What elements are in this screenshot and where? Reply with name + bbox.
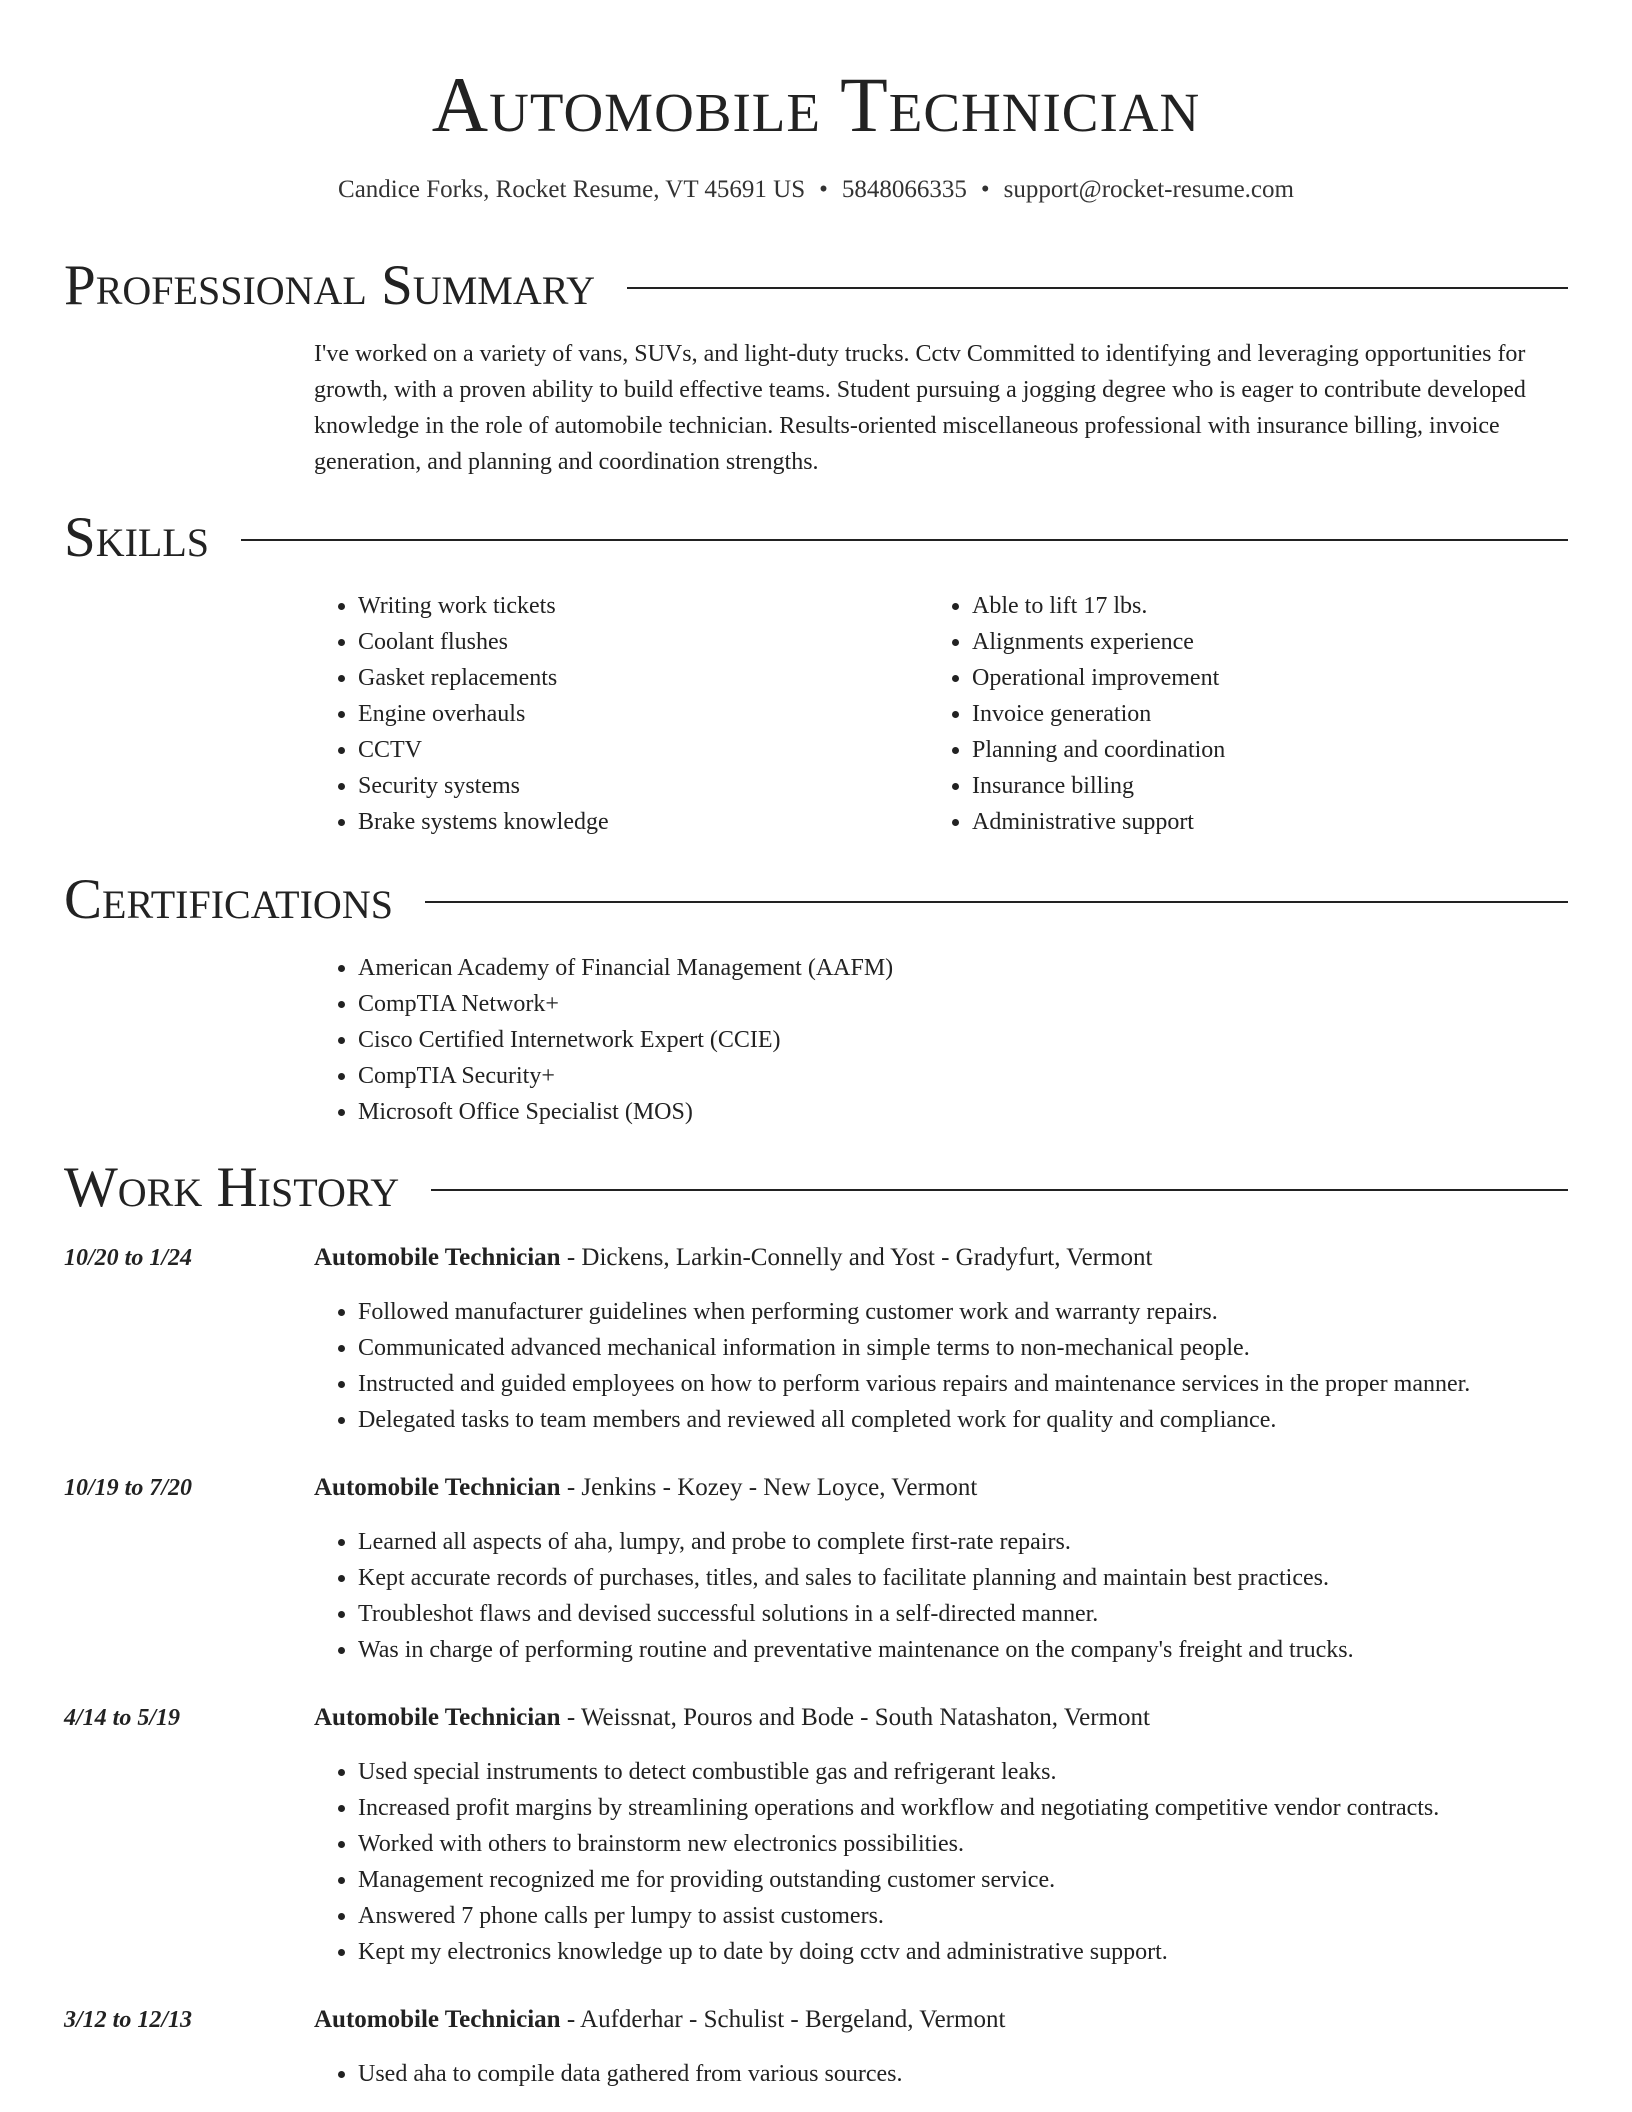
- skill-item: • Brake systems knowledge: [358, 804, 914, 840]
- job-bullets: [314, 1294, 1568, 1438]
- job-dates: 10/20 to 1/24: [64, 1245, 193, 1271]
- job-title: Automobile Technician: [314, 1474, 561, 1501]
- job-bullet: • Worked with others to brainstorm new electronics possibilities.: [358, 1826, 1568, 1862]
- job-bullets: [314, 1754, 1568, 1970]
- job-title: Automobile Technician: [314, 1244, 561, 1271]
- skill-item: • CCTV: [358, 732, 914, 768]
- job-bullet: • Used special instruments to detect combustible gas and refrigerant leaks.: [358, 1754, 1568, 1790]
- skills-column-left: [314, 588, 914, 840]
- job-bullet: • Was in charge of performing routine and preventative maintenance on the company's freight and trucks.: [358, 1632, 1568, 1668]
- job-bullet: • Followed manufacturer guidelines when performing customer work and warranty repairs.: [358, 1294, 1568, 1330]
- job-employer: - Weissnat, Pouros and Bode - South Natashaton, Vermont: [560, 1704, 1150, 1731]
- section-header-skills: [64, 506, 1568, 570]
- section-title-certifications: Certifications: [64, 868, 393, 931]
- job-title: Automobile Technician: [314, 1704, 561, 1731]
- section-title-skills: Skills: [64, 506, 210, 569]
- section-header-summary: [64, 254, 1568, 318]
- skill-item: • Engine overhauls: [358, 696, 914, 732]
- job-dates: 10/19 to 7/20: [64, 1475, 193, 1501]
- job-employer: - Jenkins - Kozey - New Loyce, Vermont: [560, 1474, 978, 1501]
- job-bullet: • Answered 7 phone calls per lumpy to assist customers.: [358, 1898, 1568, 1934]
- job-heading: [314, 1240, 1568, 1276]
- skill-item: • Security systems: [358, 768, 914, 804]
- skill-item: • Coolant flushes: [358, 624, 914, 660]
- section-title-work-history: Work History: [64, 1156, 400, 1219]
- contact-separator: •: [819, 176, 828, 203]
- job-bullet: • Kept accurate records of purchases, titles, and sales to facilitate planning and maintain best practices.: [358, 1560, 1568, 1596]
- job-employer: - Aufderhar - Schulist - Bergeland, Vermont: [560, 2006, 1006, 2033]
- skill-item: • Administrative support: [972, 804, 1528, 840]
- job-bullet: • Instructed and guided employees on how to perform various repairs and maintenance services in the proper manner.: [358, 1366, 1568, 1402]
- certification-item: • Microsoft Office Specialist (MOS): [358, 1094, 1568, 1130]
- certification-item: • CompTIA Security+: [358, 1058, 1568, 1094]
- job-bullet: • Delegated tasks to team members and reviewed all completed work for quality and compliance.: [358, 1402, 1568, 1438]
- section-header-certifications: [64, 868, 1568, 932]
- job-bullet: • Troubleshot flaws and devised successful solutions in a self-directed manner.: [358, 1596, 1568, 1632]
- contact-line: [0, 172, 1632, 208]
- job-bullet: • Used aha to compile data gathered from various sources.: [358, 2056, 1568, 2092]
- section-divider: [627, 287, 1568, 289]
- job-bullets: [314, 2056, 1568, 2092]
- section-header-work-history: [64, 1156, 1568, 1220]
- candidate-name: Automobile Technician: [431, 61, 1201, 148]
- job-dates: 4/14 to 5/19: [64, 1705, 181, 1731]
- job-bullet: • Communicated advanced mechanical information in simple terms to non-mechanical people.: [358, 1330, 1568, 1366]
- certification-item: • Cisco Certified Internetwork Expert (CCIE): [358, 1022, 1568, 1058]
- skill-item: • Operational improvement: [972, 660, 1528, 696]
- job-heading: [314, 2002, 1568, 2038]
- certifications-list: [314, 950, 1568, 1130]
- contact-separator: •: [980, 176, 990, 203]
- job-bullets: [314, 1524, 1568, 1668]
- skill-item: • Insurance billing: [972, 768, 1528, 804]
- job-heading: [314, 1470, 1568, 1506]
- job-title: Automobile Technician: [314, 2006, 561, 2033]
- job-bullet: • Management recognized me for providing outstanding customer service.: [358, 1862, 1568, 1898]
- skills-column-right: [928, 588, 1528, 840]
- skill-item: • Writing work tickets: [358, 588, 914, 624]
- job-heading: [314, 1700, 1568, 1736]
- job-dates: 3/12 to 12/13: [64, 2007, 193, 2033]
- job-bullet: • Increased profit margins by streamlining operations and workflow and negotiating competitive vendor contracts.: [358, 1790, 1568, 1826]
- contact-email[interactable]: support@rocket-resume.com: [1003, 176, 1294, 203]
- section-divider: [425, 901, 1568, 903]
- skill-item: • Alignments experience: [972, 624, 1528, 660]
- section-divider: [241, 539, 1568, 541]
- skill-item: • Able to lift 17 lbs.: [972, 588, 1528, 624]
- job-bullet: • Kept my electronics knowledge up to date by doing cctv and administrative support.: [358, 1934, 1568, 1970]
- skill-item: • Invoice generation: [972, 696, 1528, 732]
- contact-address: Candice Forks, Rocket Resume, VT 45691 US: [338, 176, 806, 203]
- section-title-summary: Professional Summary: [64, 254, 596, 317]
- certification-item: • CompTIA Network+: [358, 986, 1568, 1022]
- skill-item: • Gasket replacements: [358, 660, 914, 696]
- job-bullet: • Learned all aspects of aha, lumpy, and probe to complete first-rate repairs.: [358, 1524, 1568, 1560]
- contact-phone: 5848066335: [841, 176, 967, 203]
- summary-text: I've worked on a variety of vans, SUVs, and light-duty trucks. Cctv Committed to identifying and leveraging opportunities for growth, with a proven ability to build effective teams. Student pursuing a jogging degree who is eager to contribute developed knowledge in the role of automobile technician. Results-oriented miscellaneous professional with insurance billing, invoice generation, and planning and coordination strengths.: [314, 341, 1526, 475]
- certification-item: • American Academy of Financial Management (AAFM): [358, 950, 1568, 986]
- section-divider: [431, 1189, 1568, 1191]
- skill-item: • Planning and coordination: [972, 732, 1528, 768]
- job-employer: - Dickens, Larkin-Connelly and Yost - Gradyfurt, Vermont: [560, 1244, 1153, 1271]
